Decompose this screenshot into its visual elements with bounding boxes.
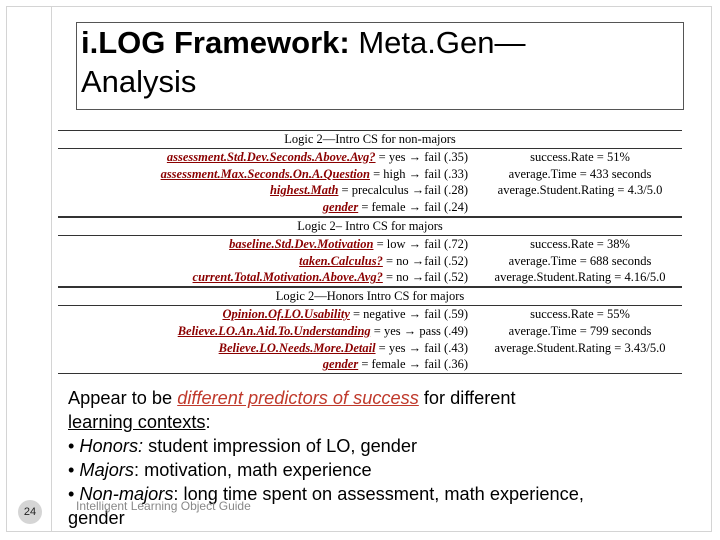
summary-line-1: Appear to be different predictors of success for different [68,388,516,408]
condition: = no [382,270,412,285]
predictor-variable: current.Total.Motivation.Above.Avg? [192,270,383,285]
summary-line-2: learning contexts: [68,412,211,432]
outcome: fail (.28) [424,183,468,198]
condition: = female [358,357,409,372]
statistic: average.Student.Rating = 4.3/5.0 [497,183,663,198]
outcome: fail (.24) [421,200,468,215]
title-rest: Meta.Gen— [349,25,526,60]
group-header: Logic 2—Honors Intro CS for majors [58,287,682,306]
arrow-icon: → [408,149,422,164]
predictor-variable: baseline.Std.Dev.Motivation [229,236,374,251]
rule [58,306,478,323]
outcome: fail (.33) [421,166,468,181]
outcome: fail (.35) [421,149,468,164]
outcome: fail (.72) [421,236,468,251]
title-line2: Analysis [81,64,197,99]
condition: = yes [375,149,409,164]
logic-row [58,356,682,373]
arrow-icon: → [408,200,422,215]
predictor-variable: taken.Calculus? [299,253,383,268]
condition: = no [382,253,412,268]
statistic: average.Time = 799 seconds [508,323,652,338]
bullet-non-majors: • Non-majors: long time spent on assessment, math experience, [68,484,584,504]
logic-row [58,340,682,357]
logic-row [58,253,682,270]
arrow-icon: → [408,166,422,181]
predictor-variable: Opinion.Of.LO.Usability [222,306,350,321]
learning-contexts: learning contexts [68,412,206,432]
logic-group [58,287,682,374]
arrow-icon: → [408,236,422,251]
arrow-icon: → [408,357,422,372]
arrow-icon: → [408,306,422,321]
statistic: average.Time = 433 seconds [508,166,652,181]
rule [58,356,478,373]
slide-title [76,22,684,110]
outcome: fail (.36) [421,357,468,372]
predictor-variable: assessment.Std.Dev.Seconds.Above.Avg? [166,149,376,164]
rule [58,236,478,253]
statistic [478,199,682,216]
predictor-variable: highest.Math [269,183,339,198]
logic-row [58,306,682,323]
logic-row [58,236,682,253]
logic-row [58,199,682,216]
condition: = low [373,236,409,251]
predictor-variable: assessment.Max.Seconds.On.A.Question [160,166,370,181]
condition: = yes [375,340,409,355]
logic-row [58,182,682,199]
slide-left-bar [6,6,52,532]
rule [58,323,478,340]
rule [58,269,478,286]
rule [58,166,478,183]
summary-last-line: gender [68,508,125,528]
highlight-phrase: different predictors of success [177,388,419,408]
condition: = high [369,166,409,181]
outcome: fail (.52) [424,270,468,285]
predictor-variable: Believe.LO.Needs.More.Detail [218,340,376,355]
logic-row [58,323,682,340]
statistic: success.Rate = 55% [530,306,630,321]
arrow-icon: → [411,183,425,198]
group-header: Logic 2—Intro CS for non-majors [58,130,682,149]
logic-group [58,130,682,217]
logic-row [58,166,682,183]
title-bold: i.LOG Framework: [81,25,350,60]
group-header: Logic 2– Intro CS for majors [58,217,682,236]
logic-table [58,130,682,374]
predictor-variable: Believe.LO.An.Aid.To.Understanding [177,323,371,338]
rule [58,253,478,270]
statistic: success.Rate = 38% [530,236,630,251]
arrow-icon: → [411,253,425,268]
slide-number: 24 [18,500,42,524]
arrow-icon: → [408,340,422,355]
footer-text: Intelligent Learning Object Guide [76,499,251,513]
rule [58,149,478,166]
condition: = precalculus [338,183,412,198]
statistic: success.Rate = 51% [530,149,630,164]
bullet-majors: • Majors: motivation, math experience [68,460,372,480]
statistic: average.Student.Rating = 4.16/5.0 [494,270,666,285]
predictor-variable: gender [322,200,359,215]
statistic [478,356,682,373]
rule [58,199,478,216]
outcome: pass (.49) [416,323,468,338]
bullet-honors: • Honors: student impression of LO, gender [68,436,418,456]
rule [58,182,478,199]
logic-row [58,149,682,166]
arrow-icon: → [403,323,417,338]
predictor-variable: gender [322,357,359,372]
condition: = yes [370,323,404,338]
statistic: average.Time = 688 seconds [508,253,652,268]
condition: = female [358,200,409,215]
logic-row [58,269,682,286]
outcome: fail (.52) [424,253,468,268]
outcome: fail (.43) [421,340,468,355]
arrow-icon: → [411,270,425,285]
condition: = negative [349,306,409,321]
logic-group [58,217,682,287]
outcome: fail (.59) [421,306,468,321]
statistic: average.Student.Rating = 3.43/5.0 [494,340,666,355]
rule [58,340,478,357]
